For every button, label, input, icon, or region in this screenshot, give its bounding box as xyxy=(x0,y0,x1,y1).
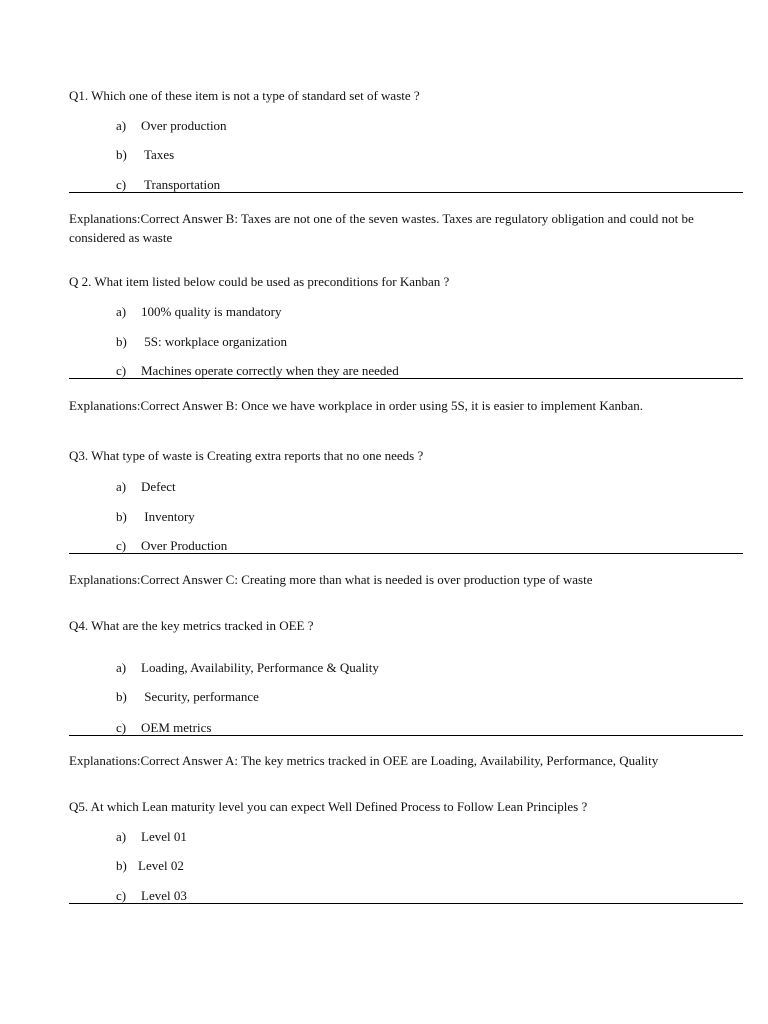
question-1-explanation: Explanations:Correct Answer B: Taxes are not one of the seven wastes. Taxes are regulatory obligation and could not be considered as waste xyxy=(69,211,694,245)
option-letter: b) xyxy=(116,334,127,349)
option-letter: c) xyxy=(116,363,127,378)
option-letter: b) xyxy=(116,509,127,524)
question-4-prompt: Q4. What are the key metrics tracked in OEE ? xyxy=(69,618,314,633)
option-text: Transportation xyxy=(141,177,221,192)
question-4-explanation: Explanations:Correct Answer A: The key metrics tracked in OEE are Loading, Availability, Performance, Quality xyxy=(69,753,659,768)
divider xyxy=(69,192,743,193)
option-text: Over production xyxy=(141,118,227,133)
option-letter: b) xyxy=(116,858,127,873)
question-2-option-a xyxy=(116,304,281,320)
option-text: Machines operate correctly when they are needed xyxy=(141,363,399,378)
question-2-explanation: Explanations:Correct Answer B: Once we have workplace in order using 5S, it is easier to implement Kanban. xyxy=(69,398,644,413)
divider xyxy=(69,378,743,379)
question-3-explanation: Explanations:Correct Answer C: Creating more than what is needed is over production type of waste xyxy=(69,572,593,587)
option-text: Security, performance xyxy=(141,689,259,704)
question-5-option-c xyxy=(116,888,187,904)
question-1-option-b xyxy=(116,147,174,163)
question-3-prompt: Q3. What type of waste is Creating extra reports that no one needs ? xyxy=(69,448,424,463)
option-letter: a) xyxy=(116,118,127,133)
question-3-option-b xyxy=(116,509,195,525)
option-letter: b) xyxy=(116,689,127,704)
option-text: Level 03 xyxy=(141,888,187,903)
option-text: 100% quality is mandatory xyxy=(141,304,282,319)
option-text: 5S: workplace organization xyxy=(141,334,287,349)
question-4-option-c xyxy=(116,720,211,736)
option-text: Level 01 xyxy=(141,829,187,844)
option-letter: a) xyxy=(116,660,127,675)
option-letter: c) xyxy=(116,888,127,903)
option-text: Level 02 xyxy=(138,858,184,873)
question-2-option-c xyxy=(116,363,399,379)
option-text: Defect xyxy=(141,479,176,494)
option-letter: c) xyxy=(116,538,127,553)
option-letter: c) xyxy=(116,720,127,735)
option-letter: a) xyxy=(116,829,127,844)
option-letter: c) xyxy=(116,177,127,192)
divider xyxy=(69,735,743,736)
option-text: Loading, Availability, Performance & Quality xyxy=(141,660,379,675)
question-1-option-a xyxy=(116,118,227,134)
divider xyxy=(69,553,743,554)
question-4-option-b xyxy=(116,689,259,705)
question-5-prompt: Q5. At which Lean maturity level you can expect Well Defined Process to Follow Lean Principles ? xyxy=(69,799,588,814)
question-5-option-b xyxy=(116,858,184,874)
option-text: Over Production xyxy=(141,538,228,553)
question-4-option-a xyxy=(116,660,379,676)
option-text: Inventory xyxy=(141,509,195,524)
question-1-option-c xyxy=(116,177,220,193)
option-letter: a) xyxy=(116,479,127,494)
question-3-option-c xyxy=(116,538,227,554)
option-text: Taxes xyxy=(141,147,175,162)
question-1-prompt: Q1. Which one of these item is not a type of standard set of waste ? xyxy=(69,88,420,103)
question-3-option-a xyxy=(116,479,176,495)
divider xyxy=(69,903,743,904)
question-2-option-b xyxy=(116,334,287,350)
question-2-prompt: Q 2. What item listed below could be used as preconditions for Kanban ? xyxy=(69,274,450,289)
option-letter: b) xyxy=(116,147,127,162)
option-letter: a) xyxy=(116,304,127,319)
option-text: OEM metrics xyxy=(141,720,212,735)
question-5-option-a xyxy=(116,829,187,845)
